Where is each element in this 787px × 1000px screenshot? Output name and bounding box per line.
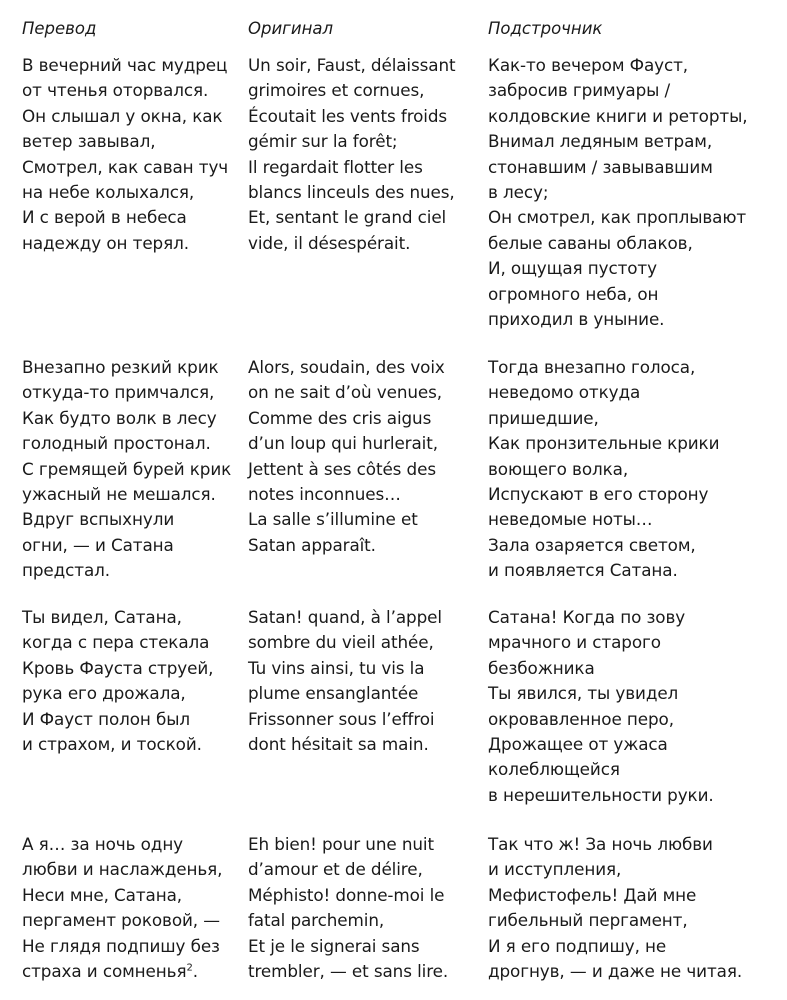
verse-line: vide, il désespérait. [248,232,411,253]
verse-line: А я… за ночь одну [22,834,184,854]
verse-line: И я его подпишу, не [488,935,667,956]
verse-line: колдовские книги и реторты, [488,105,748,126]
verse-line: fatal parchemin, [248,910,385,931]
verse-line: Comme des cris aigus [248,407,432,428]
verse-line: La salle s’illumine et [248,509,418,530]
verse-line: plume ensanglantée [248,683,419,704]
verse-line: Так что ж! За ночь любви [488,834,713,854]
verse-line: Frissonner sous l’effroi [248,708,435,729]
verse-line: Сатана! Когда по зову [488,607,686,627]
verse-line: когда с пера стекала [22,632,210,653]
verse-line: на небе колыхался, [22,181,195,202]
verse-line: колеблющейся [488,759,620,780]
verse-line: забросив гримуары / [488,80,671,101]
verse-line: в нерешительности руки. [488,784,714,805]
verse-line: Satan! quand, à l’appel [248,607,442,627]
verse-line: И Фауст полон был [22,708,191,729]
verse-line: Как-то вечером Фауст, [488,55,689,75]
verse-line: Он слышал у окна, как [22,105,223,126]
header-interlinear: Подстрочник [488,19,603,38]
verse-line: Дрожащее от ужаса [488,733,668,754]
stanza-1-original [248,53,456,256]
verse-line: приходил в уныние. [488,308,665,329]
verse-line: ужасный не мешался. [22,483,216,504]
verse-line: Tu vins ainsi, tu vis la [248,657,425,678]
verse-line: белые саваны облаков, [488,232,693,253]
verse-line: gémir sur la forêt; [248,131,398,152]
verse-line: d’amour et de délire, [248,859,423,880]
verse-line: любви и наслажденья, [22,859,223,880]
verse-line: огромного неба, он [488,283,659,304]
stanza-2-interlinear [488,355,719,584]
verse-line: Он смотрел, как проплывают [488,207,747,228]
verse-line: grimoires et cornues, [248,80,425,101]
verse-line: notes inconnues… [248,483,401,504]
footnote-marker[interactable]: 2 [186,962,193,974]
verse-line: Méphisto! donne-moi le [248,884,445,905]
verse-line: надежду он терял. [22,232,189,253]
verse-line: безбожника [488,657,595,678]
verse-line: пергамент роковой, — [22,910,220,931]
verse-line: Как будто волк в лесу [22,407,217,428]
verse-line: Кровь Фауста струей, [22,657,214,678]
verse-line: дрогнув, — и даже не читая. [488,960,743,981]
stanza-2-original [248,355,445,558]
stanza-2-translation [22,355,231,584]
verse-line: и исступления, [488,859,622,880]
verse-line: страха и сомненья$^2$. [22,960,198,981]
verse-line: мрачного и старого [488,632,661,653]
verse-line: Тогда внезапно голоса, [488,357,696,377]
verse-line: и страхом, и тоской. [22,733,202,754]
verse-line: on ne sait d’où venues, [248,382,442,403]
verse-line: Вдруг вспыхнули [22,509,175,530]
verse-line: Неси мне, Сатана, [22,884,182,905]
verse-line: Зала озаряется светом, [488,534,696,555]
verse-line: И с верой в небеса [22,207,187,228]
verse-line: Внезапно резкий крик [22,357,219,377]
verse-line: неведомо откуда [488,382,641,403]
verse-line: Eh bien! pour une nuit [248,834,434,854]
stanza-1-translation [22,53,228,256]
verse-line: Испускают в его сторону [488,483,709,504]
stanza-3-original [248,605,442,757]
stanza-1-interlinear [488,53,747,332]
verse-line: Et je le signerai sans [248,935,420,956]
verse-line: рука его дрожала, [22,683,186,704]
verse-line: неведомые ноты… [488,509,653,530]
verse-line: d’un loup qui hurlerait, [248,433,438,454]
stanza-3-interlinear [488,605,714,808]
verse-line: Ты видел, Сатана, [22,607,182,627]
verse-line: Alors, soudain, des voix [248,357,445,377]
verse-line: голодный простонал. [22,433,211,454]
verse-line: Satan apparaît. [248,534,376,555]
stanza-4-interlinear [488,832,742,984]
verse-line: стонавшим / завывавшим [488,156,713,177]
verse-line: предстал. [22,560,110,581]
verse-line: С гремящей бурей крик [22,458,232,479]
verse-line: Ты явился, ты увидел [488,683,679,704]
verse-line: Il regardait flotter les [248,156,423,177]
verse-line: от чтенья оторвался. [22,80,209,101]
stanza-3-translation [22,605,213,757]
verse-line: blancs linceuls des nues, [248,181,455,202]
verse-line: trembler, — et sans lire. [248,960,449,981]
verse-line: sombre du vieil athée, [248,632,434,653]
verse-line: И, ощущая пустоту [488,258,657,279]
verse-line: гибельный пергамент, [488,910,688,931]
header-original: Оригинал [248,19,334,38]
header-translation: Перевод [22,19,97,38]
verse-line: В вечерний час мудрец [22,55,228,75]
verse-line: огни, — и Сатана [22,534,174,555]
verse-line: Un soir, Faust, délaissant [248,55,456,75]
verse-line: Et, sentant le grand ciel [248,207,447,228]
verse-line: пришедшие, [488,407,599,428]
verse-line: окровавленное перо, [488,708,674,729]
stanza-4-original [248,832,448,984]
verse-line: откуда-то примчался, [22,382,215,403]
verse-line: воющего волка, [488,458,629,479]
verse-line: Не глядя подпишу без [22,935,220,956]
verse-line: Смотрел, как саван туч [22,156,229,177]
verse-line: Jettent à ses côtés des [248,458,436,479]
verse-line: Мефистофель! Дай мне [488,884,697,905]
verse-line: Как пронзительные крики [488,433,720,454]
verse-line: Écoutait les vents froids [248,105,448,126]
verse-line: Внимал ледяным ветрам, [488,131,713,152]
verse-line: dont hésitait sa main. [248,733,429,754]
verse-line: и появляется Сатана. [488,560,678,581]
verse-line: в лесу; [488,181,549,202]
verse-line: ветер завывал, [22,131,156,152]
stanza-4-translation [22,832,222,984]
